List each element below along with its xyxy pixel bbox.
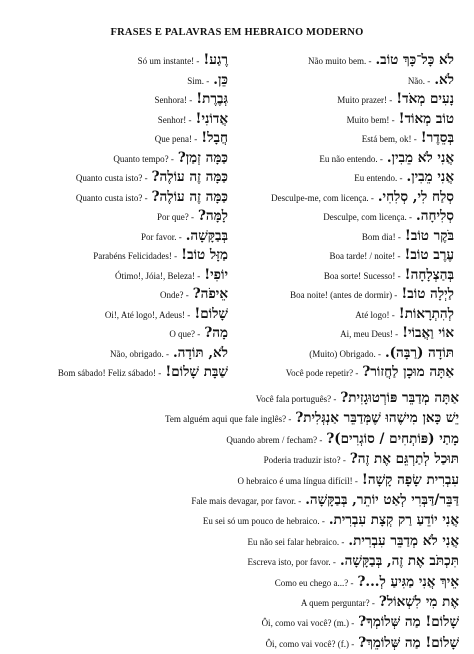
portuguese-phrase: Parabéns Felicidades! -: [93, 251, 178, 261]
hebrew-phrase: אֲנִי מֵבִין.: [406, 169, 454, 185]
phrase-row: [250, 305, 454, 325]
phrase-row: [30, 110, 228, 130]
hebrew-phrase: אַתָּה מְדַבֵּר פּוֹרְטוּגָזִית?: [340, 390, 459, 406]
hebrew-phrase: אַתָּה מוּכָן לַחֲזוֹר?: [362, 364, 454, 380]
hebrew-phrase: לֹא כָּל־כָּךְ טוֹב.: [375, 52, 454, 68]
hebrew-phrase: כַּמָּה זֶה עוֹלֶה?: [151, 169, 228, 185]
hebrew-phrase: שָׁלוֹם!: [194, 305, 228, 322]
phrase-row: [125, 429, 459, 449]
hebrew-phrase: שַׁבָּת שָׁלוֹם!: [165, 364, 228, 380]
hebrew-phrase: שָׁלוֹם! מַה שְּׁלוֹמְךָ?: [358, 614, 459, 631]
hebrew-phrase: אוֹי וַאֲבוֹי!: [402, 325, 454, 341]
hebrew-phrase: סְלִיחָה.: [416, 208, 454, 224]
phrase-row: [125, 449, 459, 469]
hebrew-phrase: תּוֹדָה (רַבָּה).: [384, 344, 454, 361]
portuguese-phrase: O hebraico é uma língua difícil! -: [237, 475, 358, 486]
portuguese-phrase: Só um instante! -: [137, 56, 200, 66]
phrase-row: [125, 551, 459, 571]
phrase-row: [125, 408, 459, 428]
portuguese-phrase: Que pena! -: [154, 134, 198, 144]
portuguese-phrase: Boa sorte! Sucesso! -: [323, 270, 401, 281]
portuguese-phrase: O que? -: [169, 329, 201, 339]
portuguese-phrase: Onde? -: [160, 290, 189, 300]
hebrew-phrase: אֲנִי יוֹדֵעַ רַק קְצָת עִבְרִית.: [328, 512, 459, 529]
right-phrase-column: [250, 51, 454, 383]
portuguese-phrase: Boa noite! (antes de dormir) -: [290, 290, 398, 300]
long-phrase-list: [125, 388, 459, 653]
phrase-row: [250, 266, 454, 286]
portuguese-phrase: Escreva isto, por favor. -: [247, 557, 336, 568]
hebrew-phrase: בְּהַצְלָחָה!: [404, 266, 454, 283]
portuguese-phrase: Eu sei só um pouco de hebraico. -: [202, 516, 325, 527]
phrase-row: [250, 246, 454, 266]
phrase-row: [125, 388, 459, 408]
portuguese-phrase: Eu não sei falar hebraico. -: [247, 536, 345, 547]
portuguese-phrase: Senhor! -: [157, 114, 192, 125]
portuguese-phrase: Muito prazer! -: [337, 95, 393, 105]
phrase-row: [30, 363, 228, 383]
portuguese-phrase: Boa tarde! / noite! -: [329, 251, 401, 261]
phrase-row: [125, 490, 459, 510]
portuguese-phrase: (Muito) Obrigado. -: [309, 348, 381, 359]
phrase-row: [30, 324, 228, 344]
page-title: FRASES E PALAVRAS EM HEBRAICO MODERNO: [110, 27, 364, 38]
portuguese-phrase: Quanto custa isto? -: [75, 192, 148, 203]
hebrew-phrase: גְּבֶרֶת!: [196, 91, 228, 107]
phrase-row: [250, 324, 454, 344]
hebrew-phrase: יֵשׁ כָּאן מִישֶׁהוּ שֶׁמְּדַבֵּר אַנְגְּלִית?: [295, 410, 459, 427]
phrase-row: [250, 110, 454, 130]
phrase-row: [30, 207, 228, 227]
phrase-row: [30, 246, 228, 266]
portuguese-phrase: Fale mais devagar, por favor. -: [191, 495, 302, 506]
hebrew-phrase: סְלַח לִי, סְלִחִי.: [377, 188, 454, 205]
hebrew-phrase: אֲדוֹנִי!: [195, 110, 228, 127]
hebrew-phrase: בְּבַקָּשָׁה.: [185, 227, 228, 244]
hebrew-phrase: אֵיפֹה?: [192, 286, 228, 302]
portuguese-phrase: Poderia traduzir isto? -: [263, 455, 346, 466]
phrase-row: [125, 510, 459, 530]
hebrew-phrase: לֹא, תּוֹדָה.: [172, 344, 228, 361]
portuguese-phrase: Quanto tempo? -: [113, 153, 174, 164]
hebrew-phrase: עֶרֶב טוֹב!: [404, 247, 454, 263]
hebrew-phrase: כַּמָּה זֶה עוֹלֶה?: [151, 188, 228, 205]
portuguese-phrase: Bom dia! -: [361, 231, 401, 242]
phrase-row: [250, 129, 454, 149]
phrase-row: [30, 51, 228, 71]
hebrew-phrase: כֵּן.: [213, 71, 228, 88]
hebrew-phrase: דַּבֵּר/דַּבְּרִי לְאַט יוֹתֵר, בְּבַקָּשָׁה.: [305, 491, 459, 508]
portuguese-phrase: Você fala português? -: [255, 394, 337, 404]
hebrew-phrase: לְהִתְרָאוֹת!: [398, 305, 454, 322]
hebrew-phrase: תּוּכַל לְתַרְגֵּם אֶת זֶה?: [349, 451, 459, 468]
portuguese-phrase: Oi!, Até logo!, Adeus! -: [104, 309, 191, 320]
portuguese-phrase: Eu entendo. -: [354, 173, 403, 183]
portuguese-phrase: Ôi, como vai você? (m.) -: [261, 618, 355, 629]
portuguese-phrase: Senhora! -: [154, 95, 193, 105]
hebrew-phrase: נָעִים מְאֹד!: [396, 91, 454, 107]
hebrew-phrase: תִּכְתֹּב אֶת זֶה, בְּבַקָּשָׁה.: [339, 553, 459, 570]
portuguese-phrase: Até logo! -: [355, 309, 395, 320]
portuguese-phrase: Desculpe, com licença. -: [323, 212, 412, 222]
hebrew-phrase: כַּמָּה זְמַן?: [177, 149, 228, 166]
phrase-row: [250, 227, 454, 247]
portuguese-phrase: A quem perguntar? -: [300, 597, 375, 608]
hebrew-phrase: בְּסֵדֶר!: [420, 130, 454, 146]
phrase-row: [250, 149, 454, 169]
hebrew-phrase: בֹּקֶר טוֹב!: [404, 227, 454, 244]
portuguese-phrase: Você pode repetir? -: [285, 368, 359, 378]
portuguese-phrase: Ai, meu Deus! -: [340, 329, 399, 339]
hebrew-phrase: לֹא.: [434, 71, 454, 88]
phrase-row: [250, 71, 454, 91]
hebrew-phrase: אֶת מִי לִשְׁאוֹל?: [378, 593, 459, 610]
portuguese-phrase: Ótimo!, Jóia!, Beleza! -: [114, 270, 201, 281]
portuguese-phrase: Está bem, ok! -: [361, 134, 417, 144]
portuguese-phrase: Muito bem! -: [346, 114, 395, 125]
hebrew-phrase: עִבְרִית שָׂפָה קָשָׁה!: [361, 471, 459, 488]
phrase-row: [125, 592, 459, 612]
phrase-row: [30, 285, 228, 305]
portuguese-phrase: Como eu chego a...? -: [274, 577, 354, 588]
phrase-row: [30, 168, 228, 188]
phrase-row: [125, 572, 459, 592]
hebrew-phrase: חֲבָל!: [201, 130, 228, 146]
phrase-row: [30, 344, 228, 364]
portuguese-phrase: Por que? -: [157, 212, 194, 222]
phrase-row: [30, 90, 228, 110]
phrase-row: [250, 168, 454, 188]
phrase-row: [30, 129, 228, 149]
phrase-row: [30, 227, 228, 247]
phrase-row: [125, 470, 459, 490]
phrase-row: [125, 612, 459, 632]
phrase-row: [30, 266, 228, 286]
hebrew-phrase: טוֹב מְאוֹד!: [398, 110, 454, 127]
portuguese-phrase: Sim. -: [187, 75, 210, 86]
phrase-row: [250, 90, 454, 110]
phrase-row: [30, 149, 228, 169]
portuguese-phrase: Quanto custa isto? -: [75, 173, 148, 183]
phrase-row: [250, 207, 454, 227]
hebrew-phrase: לַיְלָה טוֹב!: [401, 286, 454, 302]
hebrew-phrase: יוֹפִי!: [204, 266, 228, 283]
hebrew-phrase: אֲנִי לֹא מְדַבֵּר עִבְרִית.: [348, 532, 459, 549]
phrase-row: [250, 51, 454, 71]
phrase-row: [30, 71, 228, 91]
hebrew-phrase: לָמָּה?: [198, 208, 228, 224]
portuguese-phrase: Ôi, como vai você? (f.) -: [265, 638, 355, 649]
phrase-row: [250, 285, 454, 305]
portuguese-phrase: Por favor. -: [140, 231, 182, 242]
phrase-row: [250, 344, 454, 364]
portuguese-phrase: Desculpe-me, com licença. -: [271, 192, 374, 203]
hebrew-phrase: רֶגַע!: [203, 52, 228, 68]
phrase-row: [250, 363, 454, 383]
hebrew-phrase: מַזָּל טוֹב!: [181, 247, 228, 263]
portuguese-phrase: Quando abrem / fecham? -: [226, 434, 323, 445]
portuguese-phrase: Não muito bem. -: [307, 56, 372, 66]
phrase-row: [125, 531, 459, 551]
phrase-row: [30, 305, 228, 325]
portuguese-phrase: Eu não entendo. -: [319, 153, 383, 164]
phrase-row: [250, 188, 454, 208]
portuguese-phrase: Não, obrigado. -: [109, 348, 169, 359]
hebrew-phrase: מָה?: [204, 325, 228, 341]
portuguese-phrase: Bom sábado! Feliz sábado! -: [57, 368, 162, 378]
hebrew-phrase: אֲנִי לֹא מֵבִין.: [386, 149, 454, 166]
portuguese-phrase: Não. -: [407, 75, 431, 86]
left-phrase-column: [30, 51, 228, 383]
hebrew-phrase: אֵיךְ אֲנִי מַגִּיעַ לְ...?: [357, 573, 459, 590]
hebrew-phrase: שָׁלוֹם! מַה שְּׁלוֹמֵךְ?: [358, 634, 459, 651]
phrase-row: [125, 633, 459, 653]
phrase-row: [30, 188, 228, 208]
portuguese-phrase: Tem alguém aqui que fale inglês? -: [165, 414, 292, 425]
hebrew-phrase: מָתַי (פּוֹתְחִים / סוֹגְרִים)?: [326, 430, 459, 447]
